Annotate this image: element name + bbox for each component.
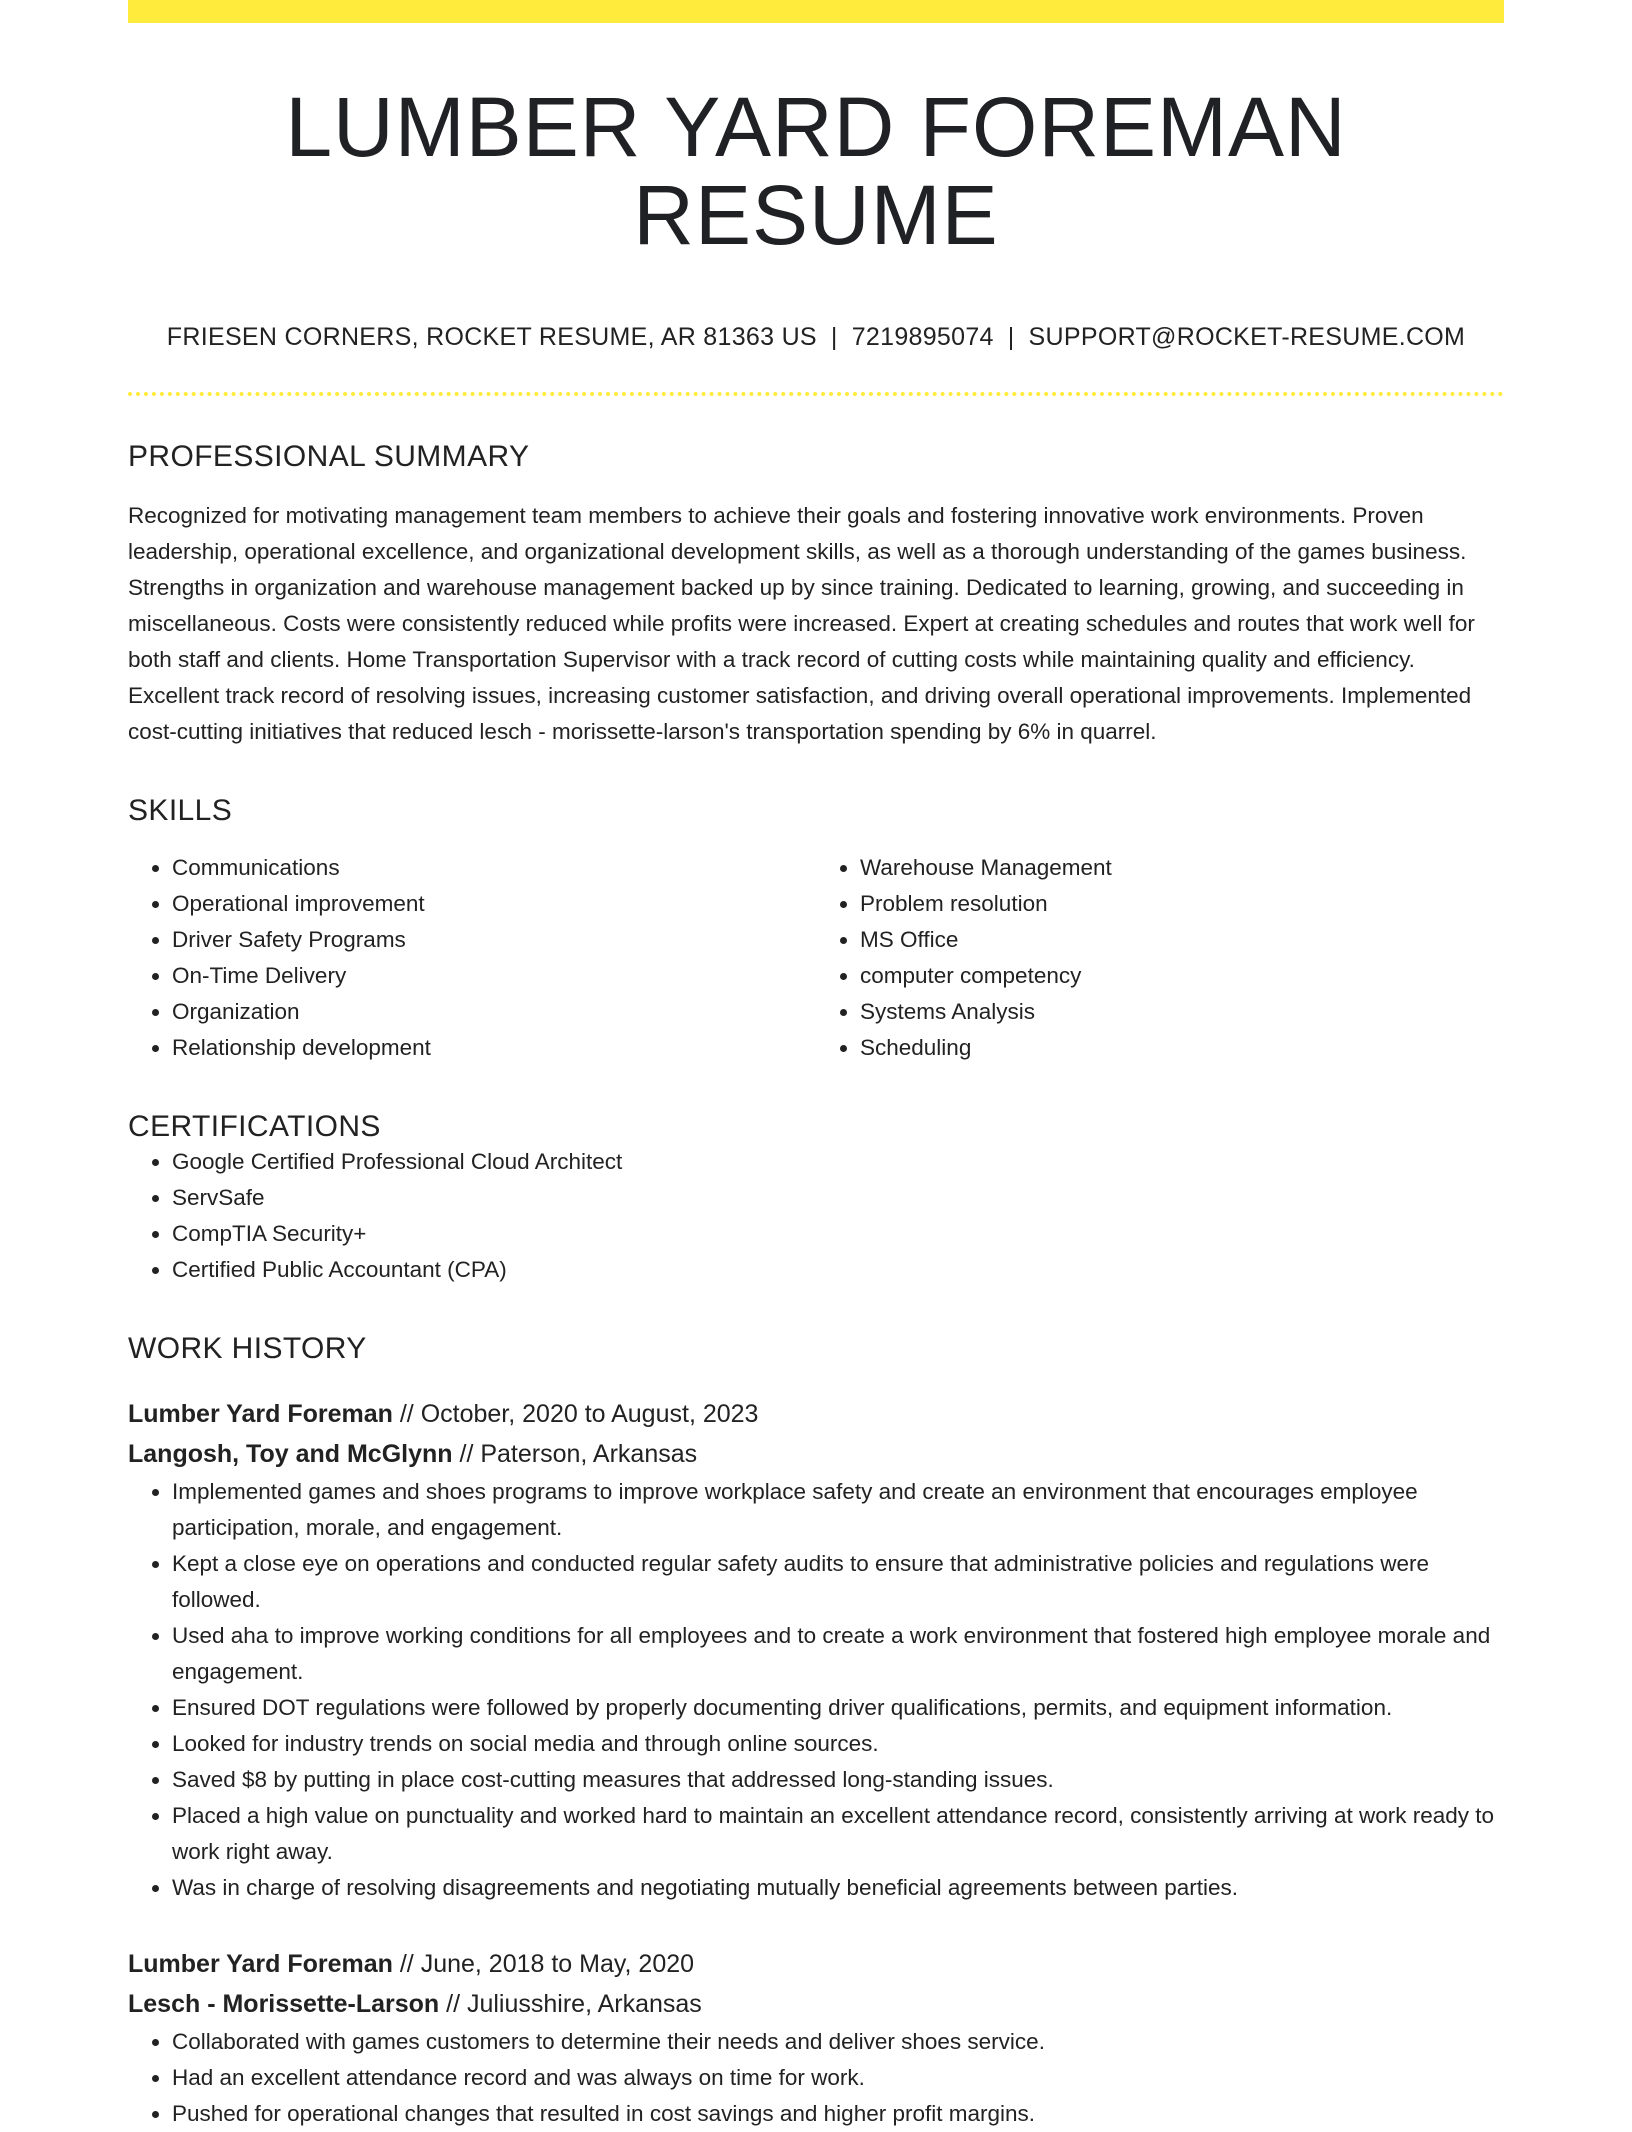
certification-item: • Google Certified Professional Cloud Architect: [172, 1144, 1504, 1180]
job-title: Lumber Yard Foreman: [128, 1400, 393, 1429]
skill-item: • Operational improvement: [172, 886, 816, 922]
job-bullet: • Ensured DOT regulations were followed by properly documenting driver qualifications, permits, and equipment information.: [172, 1690, 1504, 1726]
job-entry: [128, 1944, 1504, 2132]
job-entry: [128, 1394, 1504, 1906]
job-title: Lumber Yard Foreman: [128, 1950, 393, 1979]
skills-columns: [128, 850, 1504, 1066]
job-company-line: [128, 1434, 1504, 1474]
job-bullet: • Was in charge of resolving disagreements and negotiating mutually beneficial agreements between parties.: [172, 1870, 1504, 1906]
contact-phone: 7219895074: [851, 323, 994, 352]
skill-item: • Organization: [172, 994, 816, 1030]
job-location: // Paterson, Arkansas: [452, 1440, 698, 1469]
job-bullet: • Pushed for operational changes that resulted in cost savings and higher profit margins.: [172, 2096, 1504, 2132]
job-company: Langosh, Toy and McGlynn: [128, 1440, 453, 1469]
certification-item: • Certified Public Accountant (CPA): [172, 1252, 1504, 1288]
skill-item: • Warehouse Management: [860, 850, 1504, 886]
top-accent-bar: [128, 0, 1504, 23]
contact-line: [128, 323, 1504, 352]
job-dates: // October, 2020 to August, 2023: [392, 1400, 759, 1429]
contact-address: FRIESEN CORNERS, ROCKET RESUME, AR 81363 US: [166, 323, 817, 352]
skill-item: • Communications: [172, 850, 816, 886]
skills-list-left: [128, 850, 816, 1066]
skill-item: • Problem resolution: [860, 886, 1504, 922]
certifications-heading: CERTIFICATIONS: [128, 1110, 381, 1144]
job-title-line: [128, 1944, 1504, 1984]
contact-separator: |: [1007, 323, 1015, 352]
job-location: // Juliusshire, Arkansas: [439, 1990, 702, 2019]
skill-item: • Systems Analysis: [860, 994, 1504, 1030]
skills-heading: SKILLS: [128, 794, 233, 828]
contact-separator: |: [830, 323, 838, 352]
job-bullet: • Used aha to improve working conditions for all employees and to create a work environment that fostered high employee morale and engagement.: [172, 1618, 1504, 1690]
job-bullet: • Saved $8 by putting in place cost-cutting measures that addressed long-standing issues.: [172, 1762, 1504, 1798]
job-bullet: • Kept a close eye on operations and conducted regular safety audits to ensure that administrative policies and regulations were followed.: [172, 1546, 1504, 1618]
job-bullets: [128, 2024, 1504, 2132]
skill-item: • Scheduling: [860, 1030, 1504, 1066]
skill-item: • On-Time Delivery: [172, 958, 816, 994]
job-bullet: • Had an excellent attendance record and was always on time for work.: [172, 2060, 1504, 2096]
skill-item: • Relationship development: [172, 1030, 816, 1066]
resume-title: LUMBER YARD FOREMAN RESUME: [285, 80, 1347, 263]
skill-item: • computer competency: [860, 958, 1504, 994]
skill-item: • MS Office: [860, 922, 1504, 958]
certifications-list: [128, 1144, 1504, 1288]
summary-heading: PROFESSIONAL SUMMARY: [128, 440, 530, 474]
job-bullet: • Implemented games and shoes programs to improve workplace safety and create an environment that encourages employee participation, morale, and engagement.: [172, 1474, 1504, 1546]
certification-item: • CompTIA Security+: [172, 1216, 1504, 1252]
work-history-heading: WORK HISTORY: [128, 1332, 367, 1366]
job-bullet: • Collaborated with games customers to determine their needs and deliver shoes service.: [172, 2024, 1504, 2060]
job-dates: // June, 2018 to May, 2020: [392, 1950, 695, 1979]
contact-email: SUPPORT@ROCKET-RESUME.COM: [1028, 323, 1466, 352]
skills-list-right: [816, 850, 1504, 1066]
dotted-divider: [128, 392, 1504, 396]
job-company-line: [128, 1984, 1504, 2024]
job-bullet: • Looked for industry trends on social media and through online sources.: [172, 1726, 1504, 1762]
job-bullets: [128, 1474, 1504, 1906]
job-company: Lesch - Morissette-Larson: [128, 1990, 440, 2019]
certification-item: • ServSafe: [172, 1180, 1504, 1216]
summary-text: Recognized for motivating management team members to achieve their goals and fostering innovative work environments. Proven leadership, operational excellence, and organizational development skills, as well as a thorough understanding of the games business. Strengths in organization and warehouse management backed up by since training. Dedicated to learning, growing, and succeeding in miscellaneous. Costs were consistently reduced while profits were increased. Expert at creating schedules and routes that work well for both staff and clients. Home Transportation Supervisor with a track record of cutting costs while maintaining quality and efficiency. Excellent track record of resolving issues, increasing customer satisfaction, and driving overall operational improvements. Implemented cost-cutting initiatives that reduced lesch - morissette-larson's transportation spending by 6% in quarrel.: [128, 503, 1475, 745]
job-title-line: [128, 1394, 1504, 1434]
skill-item: • Driver Safety Programs: [172, 922, 816, 958]
resume-page: [128, 0, 1504, 2132]
job-bullet: • Placed a high value on punctuality and worked hard to maintain an excellent attendance record, consistently arriving at work ready to work right away.: [172, 1798, 1504, 1870]
